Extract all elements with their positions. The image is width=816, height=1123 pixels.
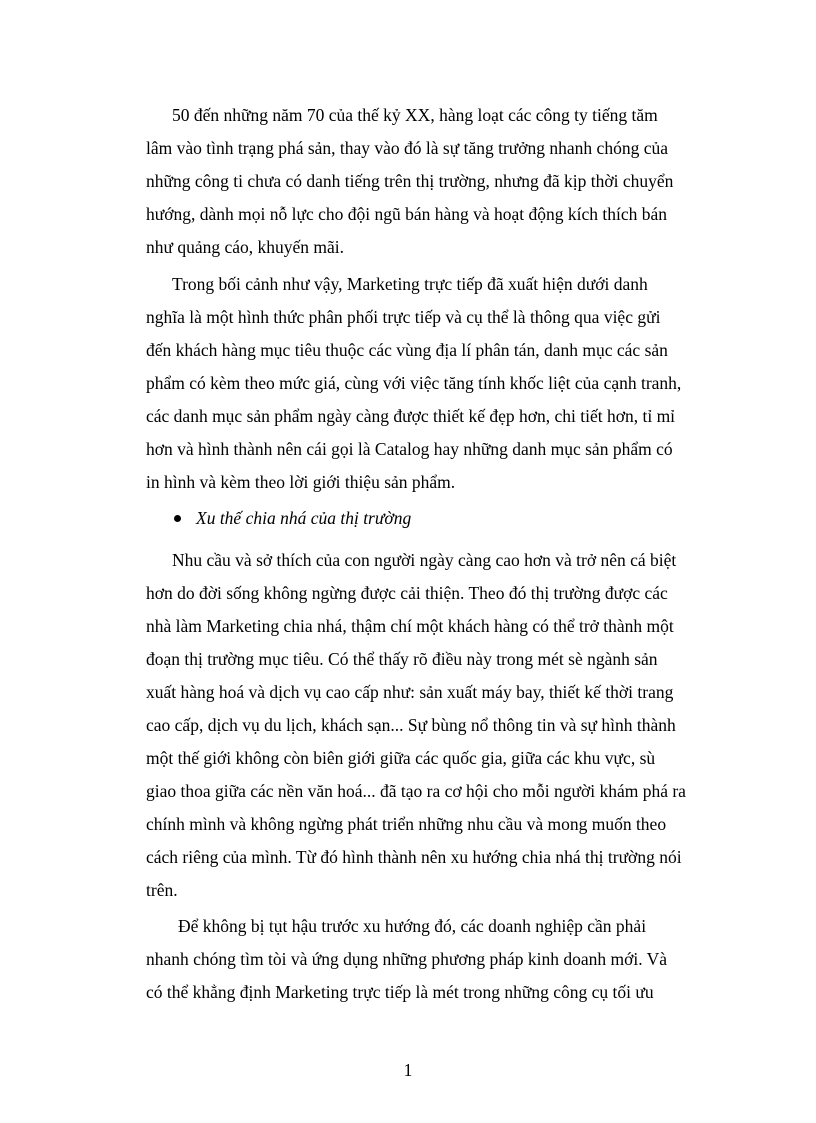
- bullet-icon: [174, 515, 181, 522]
- paragraph-line: như quảng cáo, khuyến mãi.: [146, 237, 345, 257]
- paragraph-line: một thế giới không còn biên giới giữa các quốc gia, giữa các khu vực, sù: [146, 748, 656, 768]
- paragraph-line: xuất hàng hoá và dịch vụ cao cấp như: sản xuất máy bay, thiết kế thời trang: [146, 682, 674, 702]
- paragraph-line: hơn do đời sống không ngừng được cải thiện. Theo đó thị trường được các: [146, 583, 668, 603]
- paragraph-line: cách riêng của mình. Từ đó hình thành nên xu hướng chia nhá thị trường nói: [146, 847, 682, 867]
- bullet-heading: Xu thế chia nhá của thị trường: [196, 508, 412, 528]
- paragraph-line: đến khách hàng mục tiêu thuộc các vùng địa lí phân tán, danh mục các sản: [146, 340, 668, 360]
- paragraph-line: Để không bị tụt hậu trước xu hướng đó, các doanh nghiệp cần phải: [178, 916, 647, 936]
- paragraph-line: Nhu cầu và sở thích của con người ngày càng cao hơn và trở nên cá biệt: [172, 550, 677, 570]
- paragraph-line: lâm vào tình trạng phá sản, thay vào đó là sự tăng trưởng nhanh chóng của: [146, 138, 668, 158]
- page-number: 1: [403, 1060, 413, 1080]
- paragraph-line: 50 đến những năm 70 của thế kỷ XX, hàng loạt các công ty tiếng tăm: [172, 105, 658, 125]
- paragraph-line: đoạn thị trường mục tiêu. Có thể thấy rõ điều này trong mét sè ngành sản: [146, 649, 658, 669]
- paragraph-line: in hình và kèm theo lời giới thiệu sản phẩm.: [146, 472, 456, 492]
- paragraph-line: hơn và hình thành nên cái gọi là Catalog hay những danh mục sản phẩm có: [146, 439, 673, 459]
- paragraph-line: nhanh chóng tìm tòi và ứng dụng những phương pháp kinh doanh mới. Và: [146, 949, 668, 969]
- paragraph-line: có thể khẳng định Marketing trực tiếp là mét trong những công cụ tối ưu: [146, 982, 654, 1002]
- paragraph-line: phẩm có kèm theo mức giá, cùng với việc tăng tính khốc liệt của cạnh tranh,: [146, 373, 682, 393]
- paragraph-line: nhà làm Marketing chia nhá, thậm chí một khách hàng có thể trở thành một: [146, 616, 674, 636]
- paragraph-line: những công ti chưa có danh tiếng trên thị trường, nhưng đã kịp thời chuyển: [146, 171, 674, 191]
- paragraph-line: trên.: [146, 880, 178, 900]
- paragraph-line: các danh mục sản phẩm ngày càng được thiết kế đẹp hơn, chi tiết hơn, tỉ mỉ: [146, 406, 676, 426]
- paragraph-line: hướng, dành mọi nỗ lực cho đội ngũ bán hàng và hoạt động kích thích bán: [146, 204, 668, 224]
- paragraph-line: cao cấp, dịch vụ du lịch, khách sạn... Sự bùng nổ thông tin và sự hình thành: [146, 715, 676, 735]
- paragraph-line: giao thoa giữa các nền văn hoá... đã tạo ra cơ hội cho mỗi người khám phá ra: [146, 781, 686, 801]
- paragraph-line: Trong bối cảnh như vậy, Marketing trực tiếp đã xuất hiện dưới danh: [172, 274, 648, 294]
- paragraph-line: chính mình và không ngừng phát triển những nhu cầu và mong muốn theo: [146, 814, 667, 834]
- paragraph-line: nghĩa là một hình thức phân phối trực tiếp và cụ thể là thông qua việc gửi: [146, 307, 661, 327]
